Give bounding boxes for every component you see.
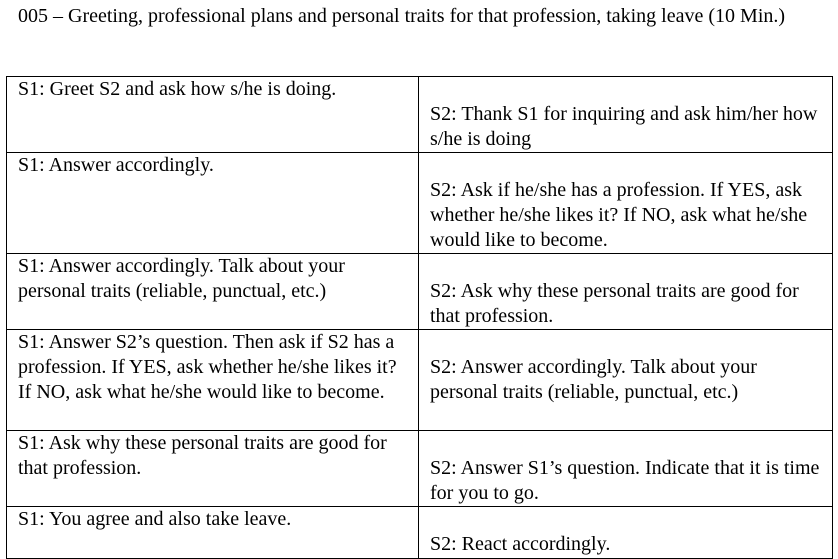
s1-cell <box>7 431 419 507</box>
s2-cell <box>419 507 833 559</box>
s1-cell <box>7 77 419 153</box>
s1-cell <box>7 254 419 330</box>
table-row <box>7 507 833 559</box>
s1-cell <box>7 153 419 254</box>
s1-instruction: S1: Answer accordingly. <box>18 154 214 176</box>
s2-instruction: S2: Thank S1 for inquiring and ask him/her how s/he is doing <box>430 103 818 150</box>
s1-instruction: S1: You agree and also take leave. <box>18 508 292 530</box>
s1-instruction: S1: Ask why these personal traits are good for that profession. <box>18 432 387 479</box>
s2-cell <box>419 153 833 254</box>
s2-cell <box>419 431 833 507</box>
table-row <box>7 254 833 330</box>
s1-cell <box>7 330 419 431</box>
s2-instruction: S2: Ask why these personal traits are good for that profession. <box>430 280 799 327</box>
document-title: 005 – Greeting, professional plans and personal traits for that profession, taking leave (10 Min.) <box>18 5 786 27</box>
s2-cell <box>419 254 833 330</box>
s1-instruction: S1: Answer S2’s question. Then ask if S2 has a profession. If YES, ask whether he/she likes it? If NO, ask what he/she would like to become. <box>18 331 397 403</box>
table-row <box>7 330 833 431</box>
s2-cell <box>419 77 833 153</box>
s2-instruction: S2: Answer S1’s question. Indicate that it is time for you to go. <box>430 457 820 504</box>
s2-instruction: S2: Ask if he/she has a profession. If YES, ask whether he/she likes it? If NO, ask what he/she would like to become. <box>430 179 808 251</box>
s1-instruction: S1: Greet S2 and ask how s/he is doing. <box>18 78 337 100</box>
table-row <box>7 431 833 507</box>
dialogue-table <box>6 76 833 559</box>
table-row <box>7 77 833 153</box>
s2-instruction: S2: Answer accordingly. Talk about your personal traits (reliable, punctual, etc.) <box>430 356 757 403</box>
s2-cell <box>419 330 833 431</box>
s1-instruction: S1: Answer accordingly. Talk about your personal traits (reliable, punctual, etc.) <box>18 255 345 302</box>
table-row <box>7 153 833 254</box>
s1-cell <box>7 507 419 559</box>
s2-instruction: S2: React accordingly. <box>430 533 611 555</box>
